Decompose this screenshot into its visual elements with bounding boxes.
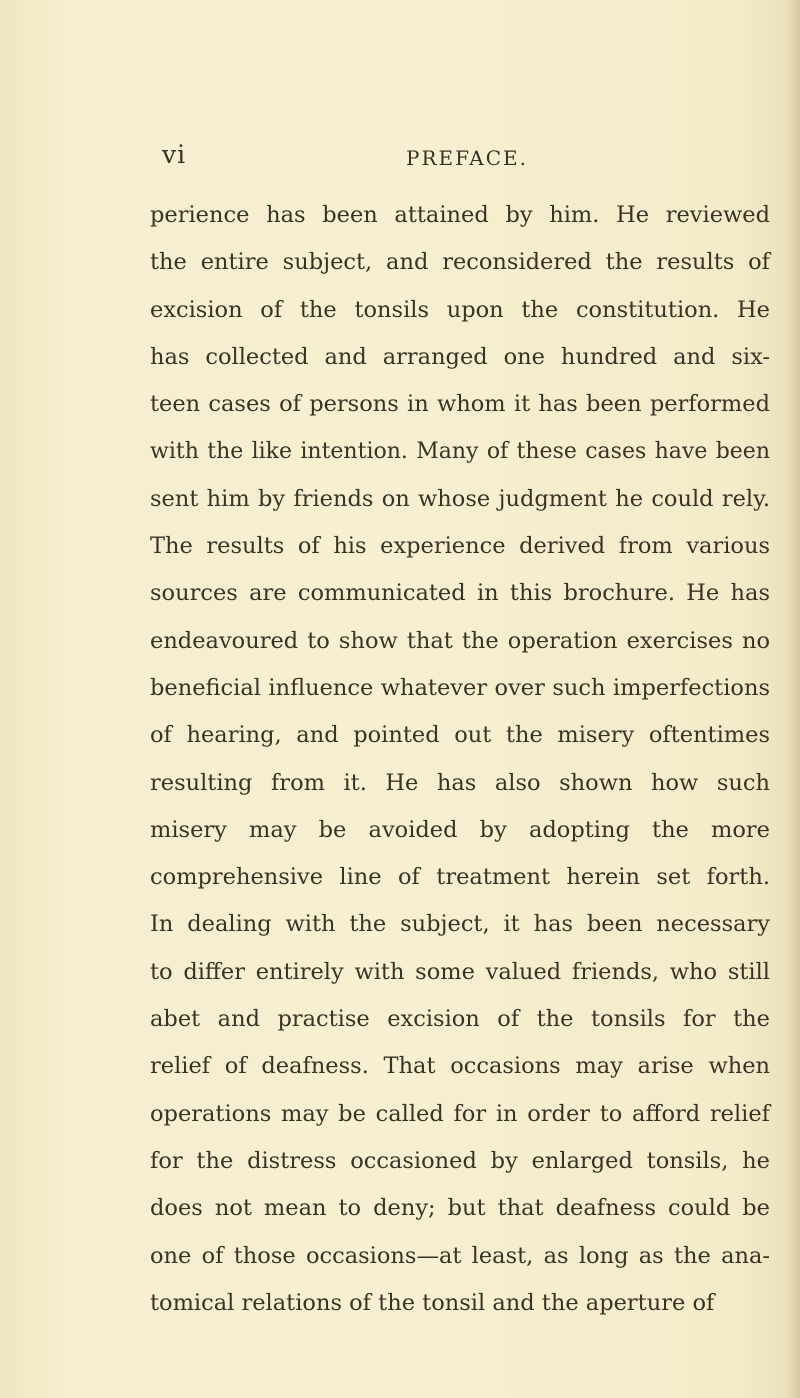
text-line: beneficial influence whatever over such imperfections bbox=[150, 674, 770, 701]
body-text bbox=[150, 192, 770, 1327]
text-line: one of those occasions—at least, as long as the ana- bbox=[150, 1242, 770, 1269]
text-line: teen cases of persons in whom it has been performed bbox=[150, 391, 770, 418]
running-head bbox=[0, 134, 800, 174]
text-line: perience has been attained by him. He reviewed bbox=[150, 202, 770, 228]
text-line: sources are communicated in this brochure. He has bbox=[150, 580, 770, 607]
text-line: sent him by friends on whose judgment he could rely. bbox=[150, 485, 770, 512]
page-number: vi bbox=[162, 140, 187, 169]
running-title: PREFACE. bbox=[406, 146, 528, 170]
text-line: abet and practise excision of the tonsils for the bbox=[150, 1006, 770, 1033]
text-line: tomical relations of the tonsil and the aperture of bbox=[150, 1289, 715, 1316]
text-line: misery may be avoided by adopting the more bbox=[150, 816, 770, 843]
text-line: with the like intention. Many of these cases have been bbox=[150, 439, 770, 465]
text-line: has collected and arranged one hundred and six- bbox=[150, 343, 770, 370]
text-line: comprehensive line of treatment herein set forth. bbox=[150, 864, 770, 891]
page-edge-shadow bbox=[786, 0, 800, 1398]
text-line: for the distress occasioned by enlarged tonsils, he bbox=[150, 1147, 770, 1174]
text-line: The results of his experience derived from various bbox=[150, 533, 770, 560]
text-line: does not mean to deny; but that deafness could be bbox=[150, 1195, 770, 1222]
text-line: to differ entirely with some valued friends, who still bbox=[150, 958, 770, 985]
text-line: the entire subject, and reconsidered the results of bbox=[150, 249, 770, 276]
text-line: endeavoured to show that the operation exercises no bbox=[150, 627, 770, 654]
text-line: operations may be called for in order to afford relief bbox=[150, 1100, 770, 1127]
text-line: of hearing, and pointed out the misery oftentimes bbox=[150, 722, 770, 749]
text-line: In dealing with the subject, it has been necessary bbox=[150, 911, 770, 938]
text-line: relief of deafness. That occasions may arise when bbox=[150, 1053, 770, 1080]
text-line: excision of the tonsils upon the constitution. He bbox=[150, 296, 770, 323]
text-line: resulting from it. He has also shown how such bbox=[150, 769, 770, 796]
